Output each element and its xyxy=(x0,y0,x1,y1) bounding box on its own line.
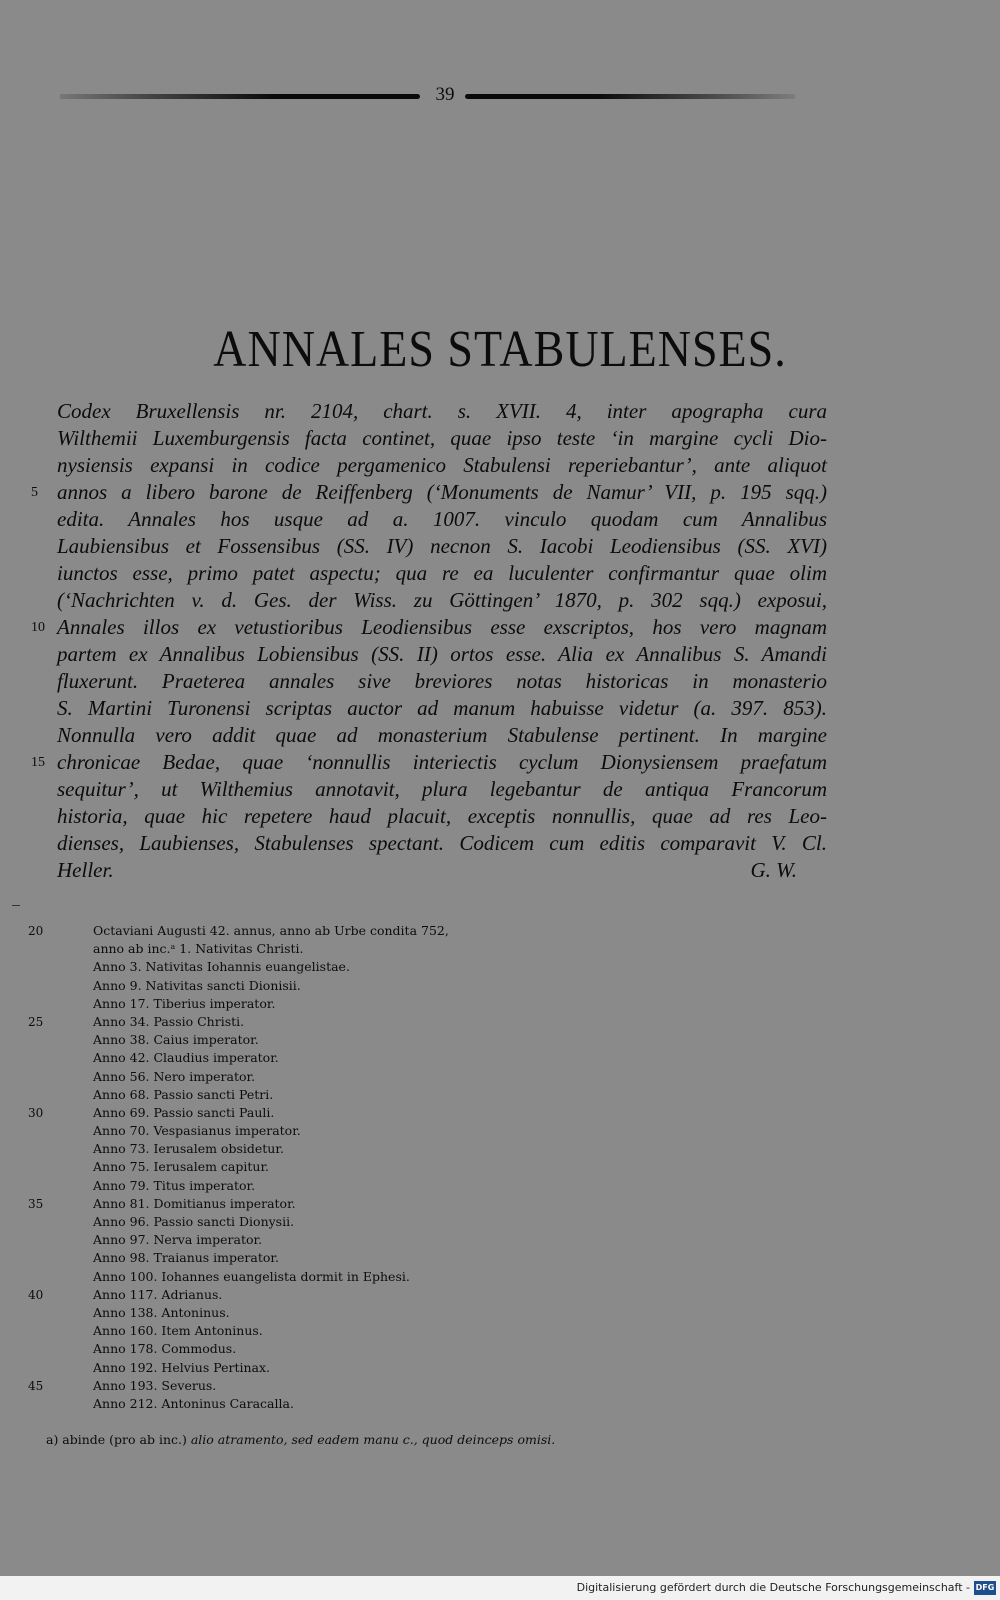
annal-entry xyxy=(28,1140,628,1158)
intro-line xyxy=(57,803,827,830)
annals-list xyxy=(28,922,628,1413)
intro-line-text: Codex Bruxellensis nr. 2104, chart. s. XVII. 4, inter apographa cura xyxy=(57,399,827,423)
annal-entry xyxy=(28,1177,628,1195)
intro-line-text: dienses, Laubienses, Stabulenses spectant. Codicem cum editis comparavit V. Cl. xyxy=(57,831,827,855)
annal-entry xyxy=(28,977,628,995)
intro-line-text: Heller. xyxy=(57,858,114,882)
intro-line-text: (‘Nachrichten v. d. Ges. der Wiss. zu Göttingen’ 1870, p. 302 sqq.) exposui, xyxy=(57,588,827,612)
annal-entry xyxy=(28,922,628,940)
annal-text: Anno 3. Nativitas Iohannis euangelistae. xyxy=(93,959,350,975)
line-number: 10 xyxy=(31,620,45,635)
annal-text: Anno 97. Nerva imperator. xyxy=(93,1232,263,1248)
line-number: 20 xyxy=(28,924,44,938)
intro-line-text: fluxerunt. Praeterea annales sive breviores notas historicas in monasterio xyxy=(57,669,827,693)
line-number: 15 xyxy=(31,755,45,770)
annal-entry xyxy=(28,1122,628,1140)
intro-line-text: annos a libero barone de Reiffenberg (‘Monuments de Namur’ VII, p. 195 sqq.) xyxy=(57,480,827,504)
annal-text: anno ab inc.ᵃ 1. Nativitas Christi. xyxy=(93,941,304,957)
annal-text: Anno 73. Ierusalem obsidetur. xyxy=(93,1141,284,1157)
footnote-marker: a) abinde (pro ab inc.) xyxy=(46,1432,187,1447)
line-number: 45 xyxy=(28,1378,44,1393)
annal-entry xyxy=(28,1340,628,1358)
line-number: 5 xyxy=(31,485,38,500)
annal-entry xyxy=(28,995,628,1013)
intro-line xyxy=(57,668,827,695)
annal-entry xyxy=(28,1322,628,1340)
intro-line-text: Annales illos ex vetustioribus Leodiensibus esse exscriptos, hos vero magnam xyxy=(57,615,827,639)
intro-line xyxy=(57,533,827,560)
annal-entry xyxy=(28,1359,628,1377)
annal-entry xyxy=(28,940,628,958)
annal-text: Anno 42. Claudius imperator. xyxy=(93,1050,279,1066)
annal-text: Anno 68. Passio sancti Petri. xyxy=(93,1086,274,1102)
dfg-logo-icon: DFG xyxy=(974,1581,996,1595)
annal-text: Octaviani Augusti 42. annus, anno ab Urbe condita 752, xyxy=(93,923,449,938)
annal-text: Anno 79. Titus imperator. xyxy=(93,1177,256,1193)
header-rule-left xyxy=(60,94,420,99)
annal-text: Anno 192. Helvius Pertinax. xyxy=(93,1359,270,1375)
annal-entry xyxy=(28,1268,628,1286)
intro-line xyxy=(57,560,827,587)
annal-entry xyxy=(28,1158,628,1176)
page-title: ANNALES STABULENSES. xyxy=(213,319,787,378)
annal-text: Anno 193. Severus. xyxy=(93,1377,217,1393)
annal-entry xyxy=(28,958,628,976)
intro-line xyxy=(57,452,827,479)
intro-line xyxy=(57,587,827,614)
annal-text: Anno 212. Antoninus Caracalla. xyxy=(93,1395,294,1411)
line-number: 40 xyxy=(28,1287,44,1302)
line-number: 35 xyxy=(28,1196,44,1211)
annal-text: Anno 98. Traianus imperator. xyxy=(93,1250,279,1266)
annal-text: Anno 117. Adrianus. xyxy=(93,1286,223,1302)
annal-entry xyxy=(28,1031,628,1049)
intro-line xyxy=(57,695,827,722)
intro-line xyxy=(57,776,827,803)
annal-text: Anno 17. Tiberius imperator. xyxy=(93,995,276,1011)
footnote-text: alio atramento, sed eadem manu c., quod deinceps omisi. xyxy=(190,1432,556,1447)
annal-entry xyxy=(28,1013,628,1031)
intro-line xyxy=(31,614,827,641)
separator-mark xyxy=(12,905,20,906)
footnote xyxy=(46,1432,555,1447)
intro-line-text: Laubiensibus et Fossensibus (SS. IV) necnon S. Iacobi Leodiensibus (SS. XVI) xyxy=(57,534,827,558)
header-rule-right xyxy=(465,94,795,99)
intro-line-text: historia, quae hic repetere haud placuit, exceptis nonnullis, quae ad res Leo- xyxy=(57,804,827,828)
annal-text: Anno 38. Caius imperator. xyxy=(93,1032,259,1048)
digitization-credit: Digitalisierung gefördert durch die Deutsche Forschungsgemeinschaft - xyxy=(576,1581,970,1594)
intro-line xyxy=(31,749,827,776)
annal-entry xyxy=(28,1195,628,1213)
intro-line-text: chronicae Bedae, quae ‘nonnullis interiectis cyclum Dionysiensem praefatum xyxy=(57,750,827,774)
intro-line xyxy=(57,425,827,452)
annal-entry xyxy=(28,1249,628,1267)
annal-text: Anno 69. Passio sancti Pauli. xyxy=(93,1104,275,1120)
page-number: 39 xyxy=(435,84,455,105)
line-number: 30 xyxy=(28,1105,44,1120)
annal-text: Anno 81. Domitianus imperator. xyxy=(93,1195,296,1211)
annal-text: Anno 160. Item Antoninus. xyxy=(93,1323,263,1339)
intro-paragraph xyxy=(31,398,827,884)
annal-entry xyxy=(28,1377,628,1395)
intro-line-text: iunctos esse, primo patet aspectu; qua re ea luculenter confirmantur quae olim xyxy=(57,561,827,585)
annal-text: Anno 96. Passio sancti Dionysii. xyxy=(93,1214,295,1229)
annal-text: Anno 138. Antoninus. xyxy=(93,1304,230,1320)
intro-line xyxy=(57,857,827,884)
signature: G. W. xyxy=(750,858,797,882)
annal-text: Anno 75. Ierusalem capitur. xyxy=(93,1159,270,1175)
annal-text: Anno 100. Iohannes euangelista dormit in Ephesi. xyxy=(93,1268,410,1284)
digitization-bar xyxy=(0,1576,1000,1600)
annal-entry xyxy=(28,1213,628,1231)
annal-entry xyxy=(28,1049,628,1067)
annal-text: Anno 178. Commodus. xyxy=(93,1341,237,1357)
intro-line-text: sequitur’, ut Wilthemius annotavit, plura legebantur de antiqua Francorum xyxy=(57,777,827,801)
page-header xyxy=(60,84,800,108)
line-number: 25 xyxy=(28,1014,44,1029)
intro-line-text: S. Martini Turonensi scriptas auctor ad manum habuisse videtur (a. 397. 853). xyxy=(57,696,827,720)
intro-line xyxy=(57,830,827,857)
annal-entry xyxy=(28,1286,628,1304)
intro-line-text: edita. Annales hos usque ad a. 1007. vinculo quodam cum Annalibus xyxy=(57,507,827,531)
intro-line xyxy=(57,722,827,749)
annal-entry xyxy=(28,1104,628,1122)
annal-text: Anno 9. Nativitas sancti Dionisii. xyxy=(93,977,301,993)
annal-text: Anno 34. Passio Christi. xyxy=(93,1013,245,1029)
intro-line-text: Wilthemii Luxemburgensis facta continet, quae ipso teste ‘in margine cycli Dio- xyxy=(57,426,827,450)
intro-line xyxy=(57,506,827,533)
intro-line-text: nysiensis expansi in codice pergamenico Stabulensi reperiebantur’, ante aliquot xyxy=(57,453,827,477)
intro-line-text: partem ex Annalibus Lobiensibus (SS. II) ortos esse. Alia ex Annalibus S. Amandi xyxy=(57,642,827,666)
annal-entry xyxy=(28,1304,628,1322)
annal-text: Anno 70. Vespasianus imperator. xyxy=(93,1123,301,1139)
intro-line-text: Nonnulla vero addit quae ad monasterium Stabulense pertinent. In margine xyxy=(57,723,827,747)
annal-entry xyxy=(28,1068,628,1086)
annal-text: Anno 56. Nero imperator. xyxy=(93,1068,256,1084)
annal-entry xyxy=(28,1231,628,1249)
intro-line xyxy=(57,641,827,668)
intro-line xyxy=(57,398,827,425)
annal-entry xyxy=(28,1395,628,1413)
annal-entry xyxy=(28,1086,628,1104)
intro-line xyxy=(31,479,827,506)
